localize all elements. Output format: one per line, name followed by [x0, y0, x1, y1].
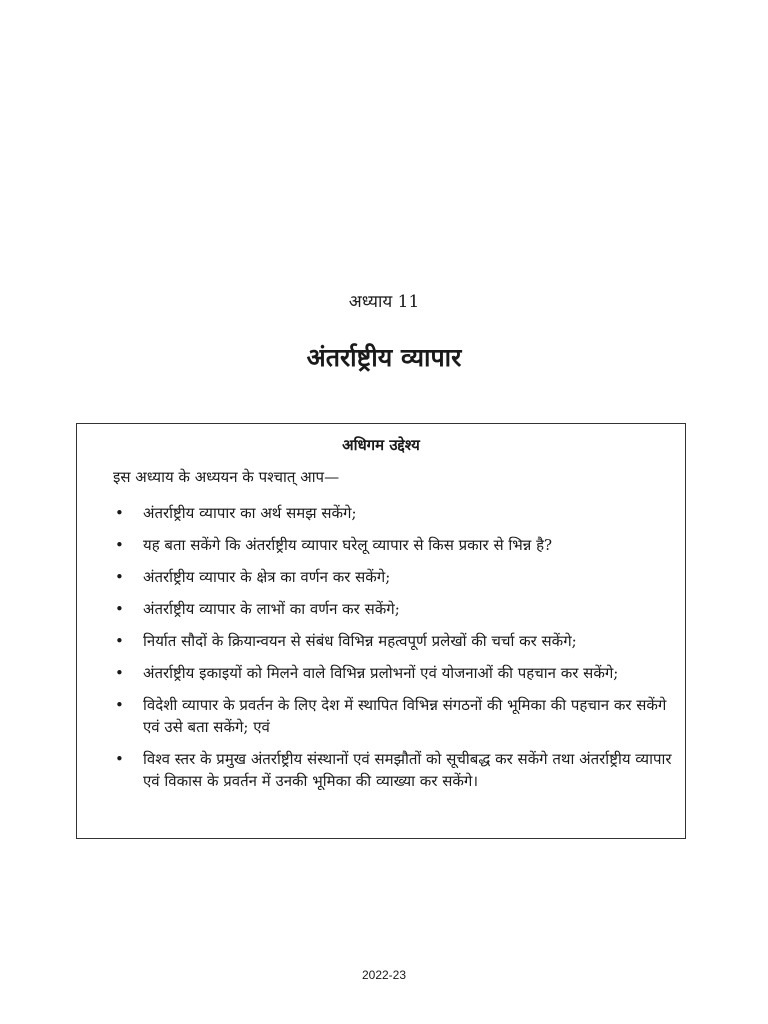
objectives-list	[113, 502, 673, 802]
objective-item	[113, 502, 673, 524]
bullet-icon: •	[115, 600, 124, 618]
objective-text: अंतर्राष्ट्रीय व्यापार का अर्थ समझ सकेंगे;	[143, 504, 357, 522]
objective-item	[113, 694, 673, 738]
objectives-intro: इस अध्याय के अध्ययन के पश्चात् आप—	[113, 468, 340, 486]
bullet-icon: •	[115, 696, 124, 714]
objective-item	[113, 630, 673, 652]
objective-item	[113, 566, 673, 588]
objective-text: अंतर्राष्ट्रीय व्यापार के क्षेत्र का वर्णन कर सकेंगे;	[143, 568, 391, 586]
bullet-icon: •	[115, 568, 124, 586]
page-footer-year: 2022-23	[361, 968, 407, 982]
bullet-icon: •	[115, 536, 124, 554]
objective-text: विश्व स्तर के प्रमुख अंतर्राष्ट्रीय संस्थानों एवं समझौतों को सूचीबद्ध कर सकेंगे तथा अंतर्राष्ट्रीय व्यापार एवं विकास के प्रवर्तन में उनकी भूमिका की व्याख्या कर सकेंगे।	[143, 750, 672, 790]
objectives-heading: अधिगम उद्देश्य	[342, 436, 420, 454]
chapter-number: अध्याय 11	[348, 292, 420, 312]
bullet-icon: •	[115, 750, 124, 768]
bullet-icon: •	[115, 504, 124, 522]
objective-item	[113, 662, 673, 684]
objective-text: यह बता सकेंगे कि अंतर्राष्ट्रीय व्यापार घरेलू व्यापार से किस प्रकार से भिन्न है?	[143, 536, 553, 554]
bullet-icon: •	[115, 632, 124, 650]
objective-item	[113, 534, 673, 556]
objective-text: विदेशी व्यापार के प्रवर्तन के लिए देश में स्थापित विभिन्न संगठनों की भूमिका की पहचान कर सकेंगे एवं उसे बता सकेंगे; एवं	[143, 696, 667, 736]
objective-item	[113, 748, 673, 792]
objective-text: अंतर्राष्ट्रीय इकाइयों को मिलने वाले विभिन्न प्रलोभनों एवं योजनाओं की पहचान कर सकेंगे;	[143, 664, 619, 682]
objective-item	[113, 598, 673, 620]
chapter-title: अंतर्राष्ट्रीय व्यापार	[306, 343, 462, 372]
bullet-icon: •	[115, 664, 124, 682]
learning-objectives-box	[76, 423, 686, 839]
objective-text: निर्यात सौदों के क्रियान्वयन से संबंध विभिन्न महत्वपूर्ण प्रलेखों की चर्चा कर सकेंगे;	[143, 632, 577, 650]
objective-text: अंतर्राष्ट्रीय व्यापार के लाभों का वर्णन कर सकेंगे;	[143, 600, 400, 618]
